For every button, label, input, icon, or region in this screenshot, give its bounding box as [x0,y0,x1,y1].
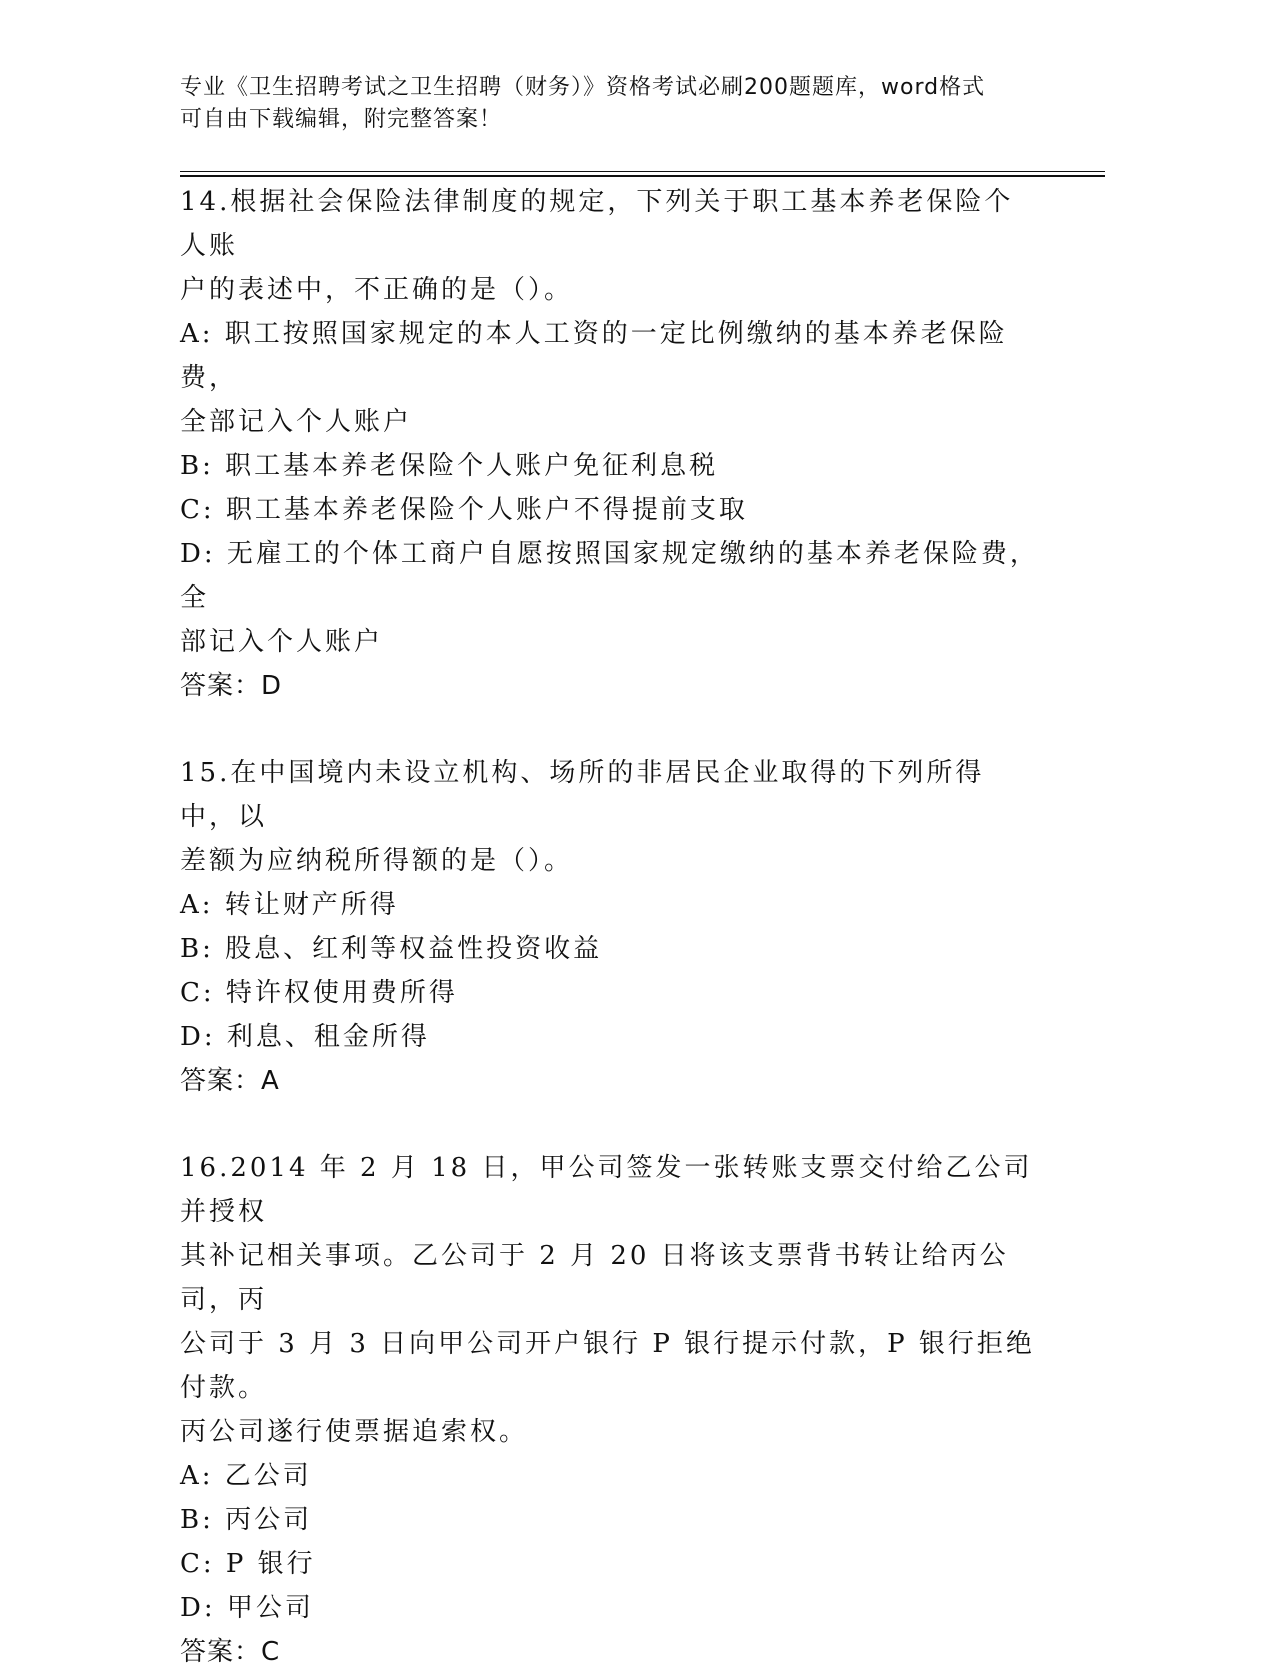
option-a: A: 乙公司 [180,1461,312,1491]
option-c: C: 职工基本养老保险个人账户不得提前支取 [180,495,748,525]
question-stem-line: 户的表述中，不正确的是（）。 [180,275,574,305]
option-a: A: 职工按照国家规定的本人工资的一定比例缴纳的基本养老保险费， [180,319,1008,393]
question-14 [180,180,1040,708]
answer-label: 答案：A [180,1066,280,1096]
option-d: D: 无雇工的个体工商户自愿按照国家规定缴纳的基本养老保险费，全 [180,539,1039,613]
answer-label: 答案：C [180,1637,281,1667]
header-line-2: 可自由下载编辑，附完整答案！ [180,107,503,132]
option-b: B: 股息、红利等权益性投资收益 [180,934,603,964]
question-stem-line: 14.根据社会保险法律制度的规定，下列关于职工基本养老保险个人账 [180,187,1014,261]
option-a: A: 转让财产所得 [180,890,399,920]
option-a-continued: 全部记入个人账户 [180,407,413,437]
question-stem-line: 16.2014 年 2 月 18 日，甲公司签发一张转账支票交付给乙公司并授权 [180,1153,1033,1227]
question-list [180,180,1040,1674]
question-stem-line: 公司于 3 月 3 日向甲公司开户银行 P 银行提示付款，P 银行拒绝付款。 [180,1329,1035,1403]
option-c: C: 特许权使用费所得 [180,978,458,1008]
header-divider-thin [180,171,1105,172]
question-16 [180,1146,1040,1674]
option-d: D: 利息、租金所得 [180,1022,430,1052]
option-c: C: P 银行 [180,1549,316,1579]
answer-label: 答案：D [180,671,283,701]
question-spacer [180,708,1040,751]
option-d: D: 甲公司 [180,1593,314,1623]
header-divider-thick [180,175,1105,177]
question-stem-line: 15.在中国境内未设立机构、场所的非居民企业取得的下列所得中，以 [180,758,985,832]
option-b: B: 丙公司 [180,1505,313,1535]
header-line-1: 专业《卫生招聘考试之卫生招聘（财务）》资格考试必刷200题题库，word格式 [180,75,986,100]
question-stem-line: 差额为应纳税所得额的是（）。 [180,846,574,876]
document-header [180,72,1040,136]
option-b: B: 职工基本养老保险个人账户免征利息税 [180,451,719,481]
question-stem-line: 其补记相关事项。乙公司于 2 月 20 日将该支票背书转让给丙公司，丙 [180,1241,1009,1315]
question-spacer [180,1103,1040,1146]
question-15 [180,751,1040,1103]
question-stem-line: 丙公司遂行使票据追索权。 [180,1417,529,1447]
option-d-continued: 部记入个人账户 [180,627,384,657]
